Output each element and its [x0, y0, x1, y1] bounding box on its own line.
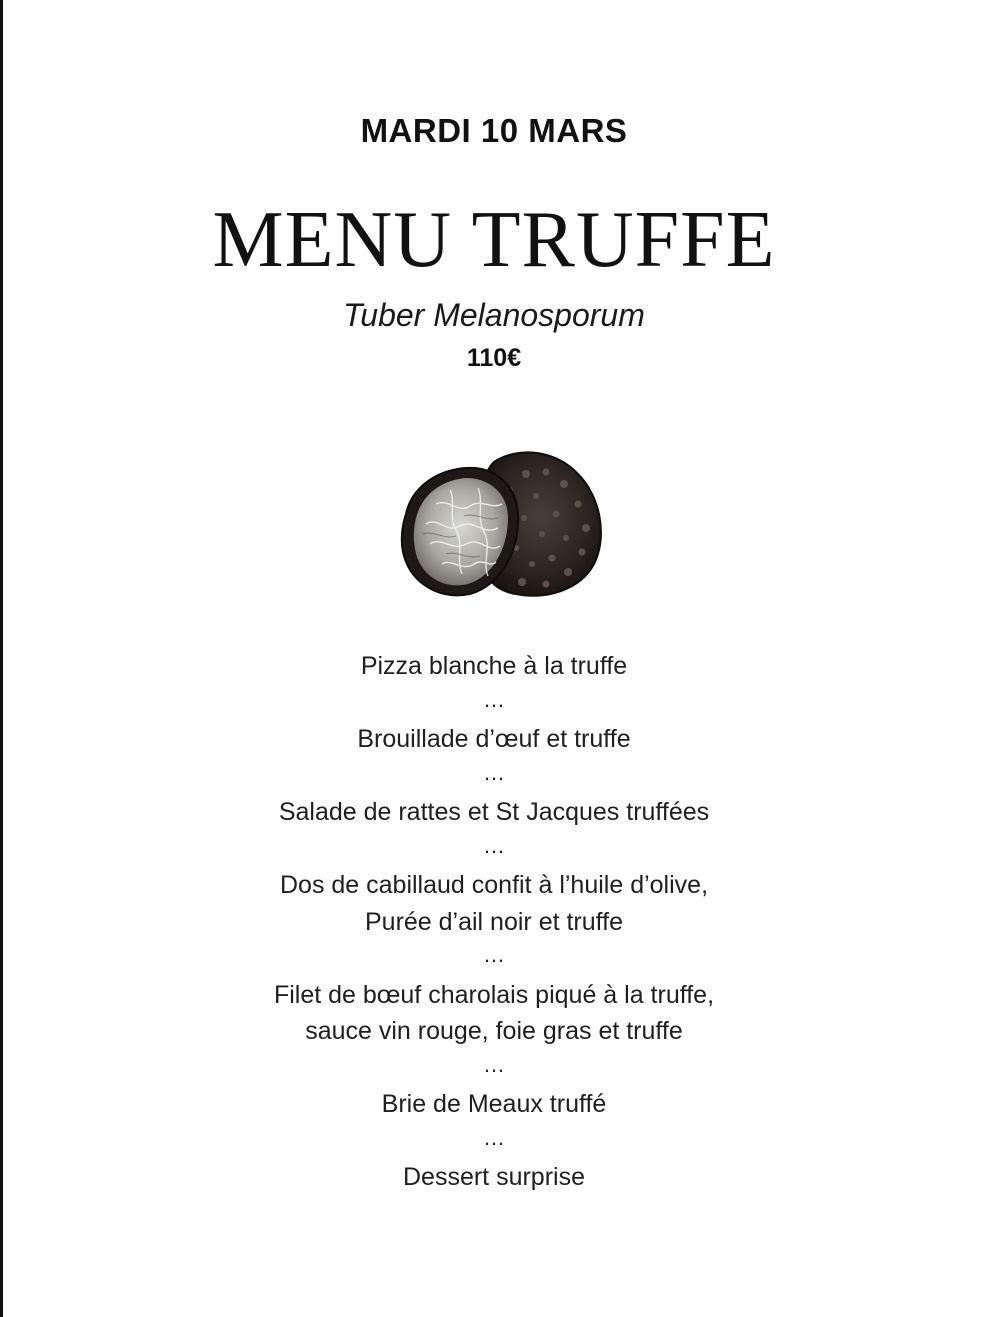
course-4-line-2: Purée d’ail noir et truffe — [364, 907, 624, 936]
course-separator: … — [483, 759, 505, 785]
course-7: Dessert surprise — [403, 1163, 585, 1191]
course-separator: … — [483, 1124, 505, 1150]
course-4-line-1: Dos de cabillaud confit à l’huile d’olive, — [279, 871, 709, 899]
menu-price: 110€ — [466, 344, 522, 372]
course-6: Brie de Meaux truffé — [381, 1090, 607, 1118]
course-3: Salade de rattes et St Jacques truffées — [278, 798, 710, 826]
menu-title: MENU TRUFFE — [212, 196, 776, 284]
course-5-line-2: sauce vin rouge, foie gras et truffe — [305, 1017, 683, 1045]
course-separator: … — [483, 1051, 505, 1077]
course-separator: … — [483, 832, 505, 858]
menu-date: MARDI 10 MARS — [360, 112, 628, 149]
course-1: Pizza blanche à la truffe — [360, 652, 628, 680]
menu-subtitle: Tuber Melanosporum — [343, 297, 645, 333]
course-separator: … — [483, 686, 505, 712]
course-separator: … — [483, 942, 505, 967]
course-list — [0, 648, 988, 1196]
course-2: Brouillade d’œuf et truffe — [357, 725, 631, 753]
course-5-line-1: Filet de bœuf charolais piqué à la truffe, — [273, 980, 715, 1009]
black-truffle-icon — [386, 444, 612, 604]
